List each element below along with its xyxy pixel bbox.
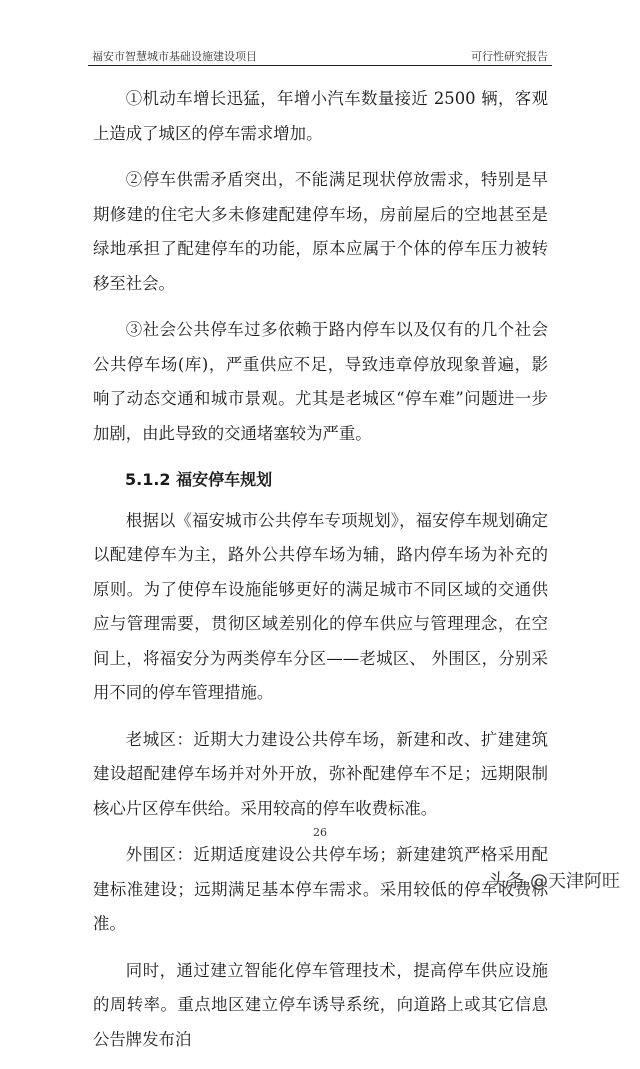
document-body [93, 82, 548, 1069]
paragraph-parking-plan: 根据以《福安城市公共停车专项规划》，福安停车规划确定以配建停车为主，路外公共停车场为辅，路内停车场为补充的原则。为了使停车设施能够更好的满足城市不同区域的交通供应与管理需要，贯彻区域差别化的停车供应与管理理念，在空间上，将福安分为两类停车分区——老城区、 外围区，分别采用不同的停车管理措施。 [93, 510, 548, 702]
paragraph-outer-zone: 外围区：近期适度建设公共停车场；新建建筑严格采用配建标准建设；远期满足基本停车需求。采用较低的停车收费标准。 [93, 845, 548, 933]
paragraph-parking-shortage: ②停车供需矛盾突出，不能满足现状停放需求，特别是早期修建的住宅大多未修建配建停车场，房前屋后的空地甚至是绿地承担了配建停车的功能，原本应属于个体的停车压力被转移至社会。 [93, 170, 548, 293]
header-project-title: 福安市智慧城市基础设施建设项目 [92, 50, 257, 63]
paragraph-smart-parking: 同时，通过建立智能化停车管理技术，提高停车供应设施的周转率。重点地区建立停车诱导系统，向道路上或其它信息公告牌发布泊 [93, 960, 548, 1049]
paragraph-vehicle-growth: ①机动车增长迅猛，年增小汽车数量接近 2500 辆，客观上造成了城区的停车需求增加。 [93, 89, 548, 143]
page-header [92, 44, 548, 64]
page-number: 26 [313, 826, 327, 839]
header-report-type: 可行性研究报告 [471, 50, 548, 63]
header-divider [88, 65, 552, 66]
paragraph-old-city: 老城区：近期大力建设公共停车场，新建和改、扩建建筑建设超配建停车场并对外开放，弥补配建停车不足；远期限制核心片区停车供给。采用较高的停车收费标准。 [93, 729, 548, 818]
paragraph-public-parking: ③社会公共停车过多依赖于路内停车以及仅有的几个社会公共停车场(库)，严重供应不足，导致违章停放现象普遍，影响了动态交通和城市景观。尤其是老城区“停车难”问题进一步加剧，由此导致的交通堵塞较为严重。 [93, 320, 548, 443]
watermark: 头条 @天津阿旺 [488, 871, 620, 892]
section-heading: 5.1.2 福安停车规划 [125, 470, 273, 489]
